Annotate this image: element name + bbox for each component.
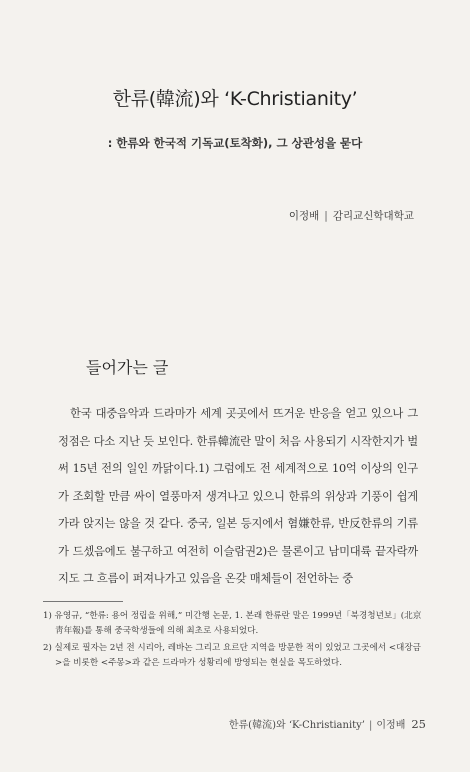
- author-affiliation: 감리교신학대학교: [332, 210, 414, 222]
- footer-running-title: 한류(韓流)와 ‘K-Christianity’: [228, 720, 365, 731]
- footnotes: [43, 609, 428, 673]
- footnote-1: 1) 유영규, “한류: 용어 정립을 위해,” 미간행 논문, 1. 본래 한류란 말은 1999년「북경청년보」(北京靑年報)를 통해 중국학생들에 의해 최초로 사용되었다.: [43, 611, 422, 636]
- body-paragraph: 한국 대중음악과 드라마가 세계 곳곳에서 뜨거운 반응을 얻고 있으나 그 정점은 다소 지난 듯 보인다. 한류韓流란 말이 처음 사용되기 시작한지가 벌써 15년 전의 일인 까닭이다.1) 그럼에도 전 세계적으로 10억 이상의 인구가 조회할 만큼 싸이 열풍마저 생겨나고 있으니 한류의 위상과 기풍이 쉽게 가라 앉지는 않을 것 같다. 중국, 일본 등지에서 혐嫌한류, 반反한류의 기류가 드셌음에도 불구하고 여전히 이슬람권2)은 물론이고 남미대륙 끝자락까지도 그 흐름이 퍼져나가고 있음을 온갖 매체들이 전언하는 중: [58, 407, 418, 585]
- body-text: [58, 400, 418, 593]
- footer-separator: |: [369, 720, 373, 731]
- section-heading: 들어가는 글: [86, 358, 169, 377]
- footnote-2: 2) 실제로 필자는 2년 전 시리아, 레바논 그리고 요르단 지역을 방문한 적이 있었고 그곳에서 <대장금>을 비롯한 <주몽>과 같은 드라마가 성황리에 방영되는 현실을 목도하였다.: [43, 643, 421, 668]
- author-name: 이정배: [288, 210, 320, 222]
- author-separator: |: [324, 210, 328, 222]
- author-line: [289, 208, 414, 223]
- article-subtitle: : 한류와 한국적 기독교(토착화), 그 상관성을 묻다: [107, 136, 363, 150]
- footnote-divider: [43, 601, 123, 602]
- article-title: 한류(韓流)와 ‘K-Christianity’: [112, 88, 358, 110]
- running-footer: [229, 716, 426, 731]
- footer-author: 이정배: [376, 720, 406, 731]
- page-number: 25: [411, 717, 426, 731]
